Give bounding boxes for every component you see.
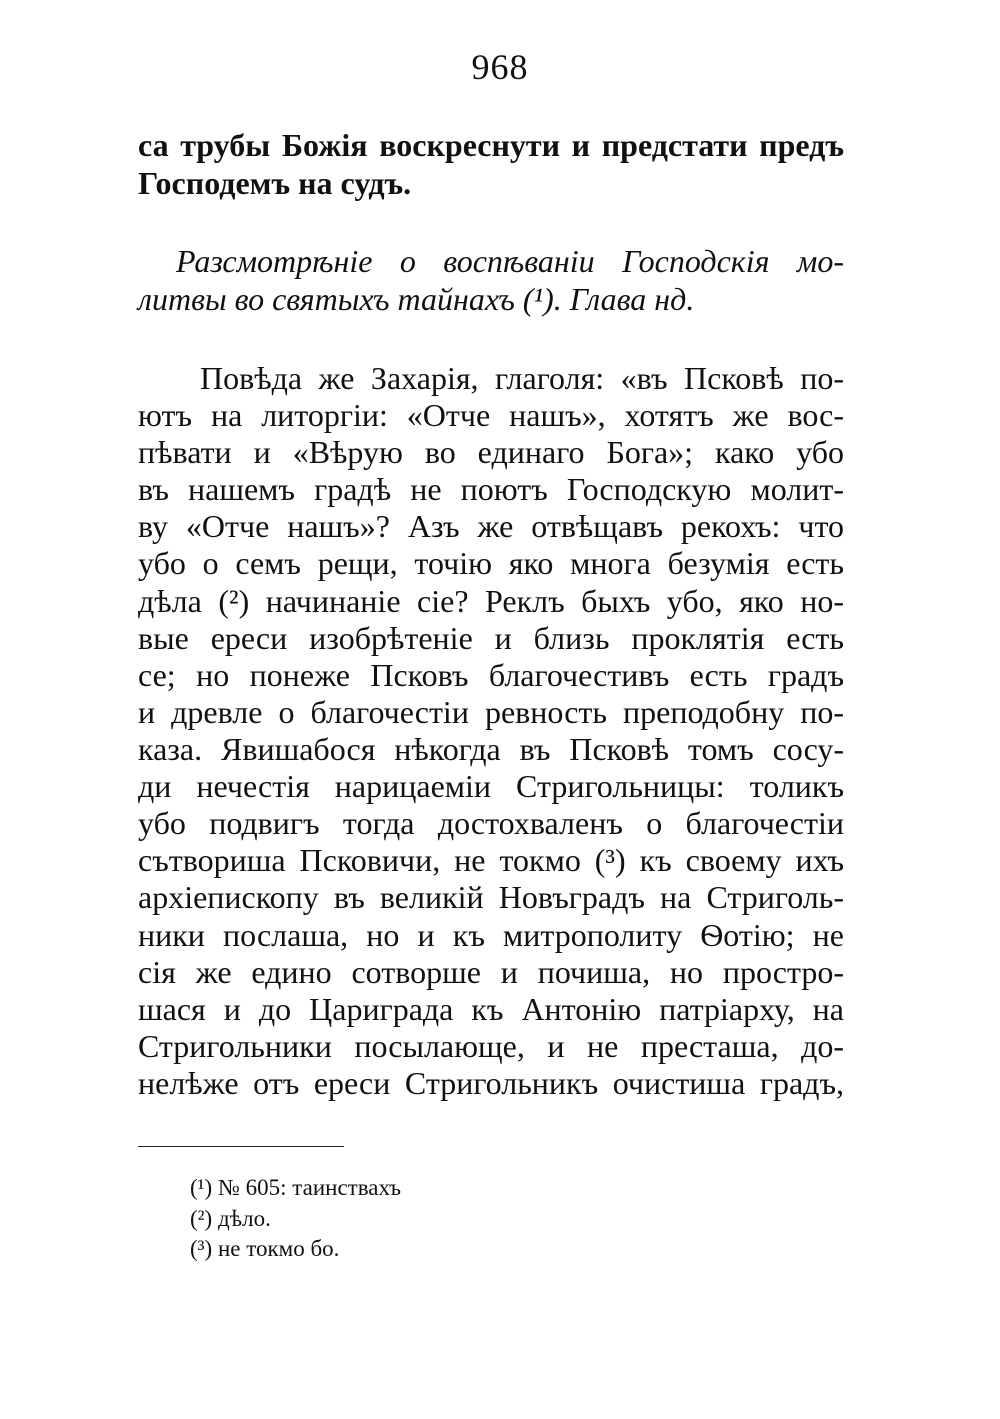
footnote	[190, 1235, 339, 1263]
body-line: ютъ на литоргіи: «Отче нашъ», хотятъ же вос-	[138, 397, 844, 433]
body-line: въ нашемъ градѣ не поютъ Господскую молит-	[138, 471, 844, 507]
footnote-mark: (¹)	[190, 1175, 213, 1200]
footnote-text: дѣло.	[217, 1206, 271, 1231]
footnote-text: № 605: таинствахъ	[217, 1175, 402, 1200]
body-line: каза. Явишабося нѣкогда въ Псковѣ томъ сосу-	[138, 731, 844, 767]
footnote-mark: (³)	[190, 1236, 213, 1261]
body-line: дѣла (²) начинаніе сіе? Реклъ быхъ убо, яко но-	[138, 583, 844, 619]
footnote	[190, 1205, 271, 1233]
body-line: сътвориша Псковичи, не токмо (³) къ своему ихъ	[138, 842, 844, 878]
body-line: ди нечестія нарицаеміи Стригольницы: толикъ	[138, 768, 844, 804]
body-line: Повѣда же Захарія, глаголя: «въ Псковѣ по-	[200, 360, 844, 396]
body-line: ву «Отче нашъ»? Азъ же отвѣщавъ рекохъ: что	[138, 508, 844, 544]
body-line: архіепископу въ великій Новъградъ на Стриголь-	[138, 879, 844, 915]
body-line: убо подвигъ тогда достохваленъ о благочестіи	[138, 805, 844, 841]
body-line: Стригольники посылающе, и не престаша, до-	[138, 1028, 844, 1064]
footnote-text: не токмо бо.	[217, 1236, 340, 1261]
opening-line: са трубы Божія воскреснути и предстати предъ	[138, 127, 844, 163]
body-line: се; но понеже Псковъ благочестивъ есть градъ	[138, 657, 844, 693]
chapter-heading-line: литвы во святыхъ тайнахъ (¹). Глава нд.	[138, 281, 695, 317]
footnote-separator	[138, 1146, 344, 1147]
chapter-heading-line: Разсмотрѣніе о воспѣваніи Господскія мо-	[176, 243, 844, 279]
body-line: сія же едино сотворше и почиша, но простро-	[138, 954, 844, 990]
body-line: шася и до Цариграда къ Антонію патріарху, на	[138, 991, 844, 1027]
body-line: пѣвати и «Вѣрую во единаго Бога»; како убо	[138, 434, 844, 470]
footnote-mark: (²)	[190, 1206, 213, 1231]
opening-line: Господемъ на судъ.	[138, 165, 412, 201]
page-number: 968	[471, 47, 529, 87]
body-line: ники послаша, но и къ митрополиту Ѳотію; не	[138, 917, 844, 953]
body-line: вые ереси изобрѣтеніе и близь проклятія есть	[138, 620, 844, 656]
body-line: и древле о благочестіи ревность преподобну по-	[138, 694, 844, 730]
body-line: нелѣже отъ ереси Стригольникъ очистиша градъ,	[138, 1065, 844, 1101]
body-line: убо о семъ рещи, точію яко многа безумія есть	[138, 545, 844, 581]
footnote	[190, 1174, 401, 1202]
